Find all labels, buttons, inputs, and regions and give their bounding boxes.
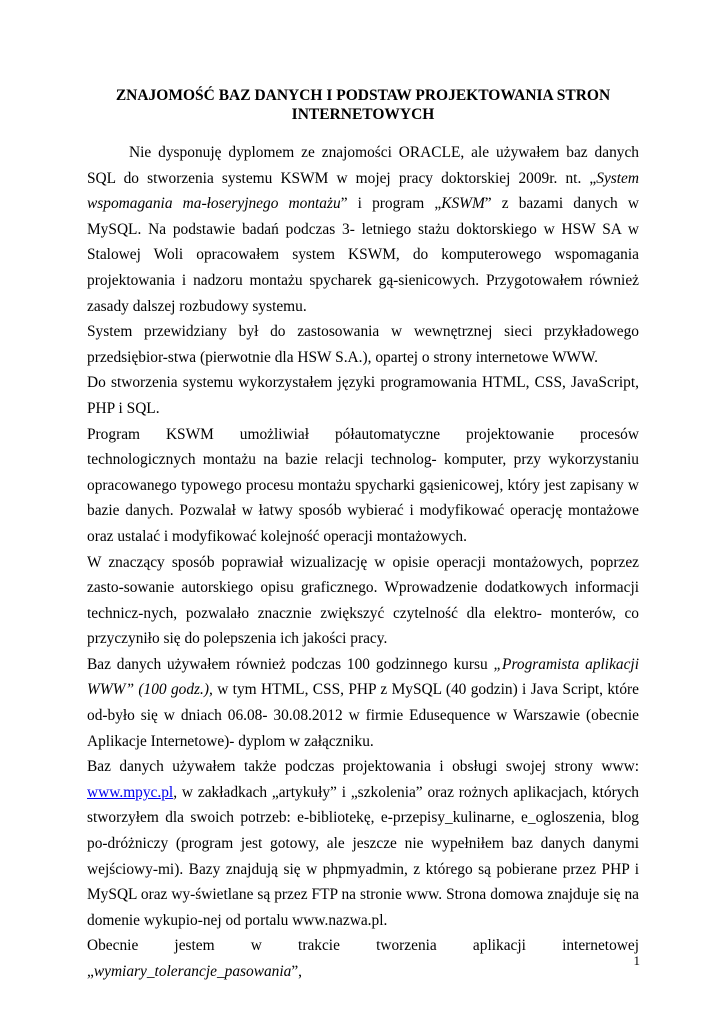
paragraph-1-program-name: KSWM <box>441 195 485 213</box>
document-title: ZNAJOMOŚĆ BAZ DANYCH I PODSTAW PROJEKTOWANIA STRON INTERNETOWYCH <box>115 87 611 123</box>
paragraph-6-text-a: Baz danych używałem również podczas 100 godzinnego kursu <box>87 655 494 673</box>
paragraph-8-text-c: ”, <box>291 963 303 980</box>
document-body <box>87 140 639 985</box>
website-link[interactable]: www.mpyc.pl <box>87 783 174 801</box>
paragraph-8-app-name: wymiary_tolerancje_pasowania <box>93 963 292 980</box>
paragraph-1 <box>87 140 639 319</box>
paragraph-6-text-c: w tym HTML, CSS, PHP z MySQL (40 godzin) i Java Script, które od-było się w dniach 06.08- 30.08.2012 w firmie Edusequence w Warszawie (obecnie Aplikacje Internetowe)- dyplom w załączniku. <box>87 681 639 750</box>
paragraph-1-text-c: ” i program „ <box>340 195 442 213</box>
paragraph-1-text-a: Nie dysponuję dyplomem ze znajomości ORACLE, ale używałem baz danych SQL do stworzenia systemu KSWM w mojej pracy doktorskiej 2009r. nt. „ <box>87 144 639 187</box>
paragraph-1-text-e: ” z bazami danych w MySQL. Na podstawie badań podczas 3- letniego stażu doktorskiego w HSW SA w Stalowej Woli opracowałem system KSWM, do komputerowego wspomagania projektowania i nadzoru montażu spycharek gą-sienicowych. Przygotowałem również zasady dalszej rozbudowy systemu. <box>87 195 639 315</box>
paragraph-8 <box>87 933 639 984</box>
paragraph-4: Program KSWM umożliwiał półautomatyczne projektowanie procesów technologicznych montażu na bazie relacji technolog- komputer, przy wykorzystaniu opracowanego typowego procesu montażu spycharki gąsienicowej, który jest zapisany w bazie danych. Pozwalał w łatwy sposób wybierać i modyfikować operację montażowe oraz ustalać i modyfikować kolejność operacji montażowych. <box>87 425 639 545</box>
paragraph-7-text-b: , w zakładkach „artykuły” i „szkolenia” oraz rożnych aplikacjach, których stworzyłem dla swoich potrzeb: e-bibliotekę, e-przepisy_kulinarne, e_ogloszenia, blog po-dróżniczy (program jest gotowy, ale jeszcze nie wypełniłem baz danych danymi wejściowy-mi). Bazy znajdują się w phpmyadmin, z którego są pobierane przez PHP i MySQL oraz wy-świetlane są przez FTP na stronie www. Strona domowa znajduje się na domenie wykupio-nej od portalu www.nazwa.pl. <box>87 783 639 929</box>
paragraph-8-text-a: Obecnie jestem w trakcie tworzenia aplikacji internetowej „ <box>87 937 639 980</box>
paragraph-7-text-a: Baz danych używałem także podczas projektowania i obsługi swojej strony www: <box>87 758 639 776</box>
page-number: 1 <box>633 953 640 968</box>
paragraph-2: System przewidziany był do zastosowania w wewnętrznej sieci przykładowego przedsiębior-stwa (pierwotnie dla HSW S.A.), opartej o strony internetowe WWW. <box>87 323 639 366</box>
paragraph-3: Do stworzenia systemu wykorzystałem języki programowania HTML, CSS, JavaScript, PHP i SQL. <box>87 374 639 417</box>
paragraph-5: W znaczący sposób poprawiał wizualizację w opisie operacji montażowych, poprzez zasto-sowanie autorskiego opisu graficznego. Wprowadzenie dodatkowych informacji technicz-nych, pozwalało znacznie zwiększyć czytelność dla elektro- monterów, co przyczyniło się do polepszenia ich jakości pracy. <box>87 553 639 648</box>
paragraph-6 <box>87 652 639 754</box>
paragraph-6-course-title: „Programista aplikacji WWW” (100 godz.), <box>87 655 639 699</box>
paragraph-1-thesis-title: System wspomagania ma-łoseryjnego montażu <box>87 169 639 213</box>
paragraph-7 <box>87 754 639 933</box>
